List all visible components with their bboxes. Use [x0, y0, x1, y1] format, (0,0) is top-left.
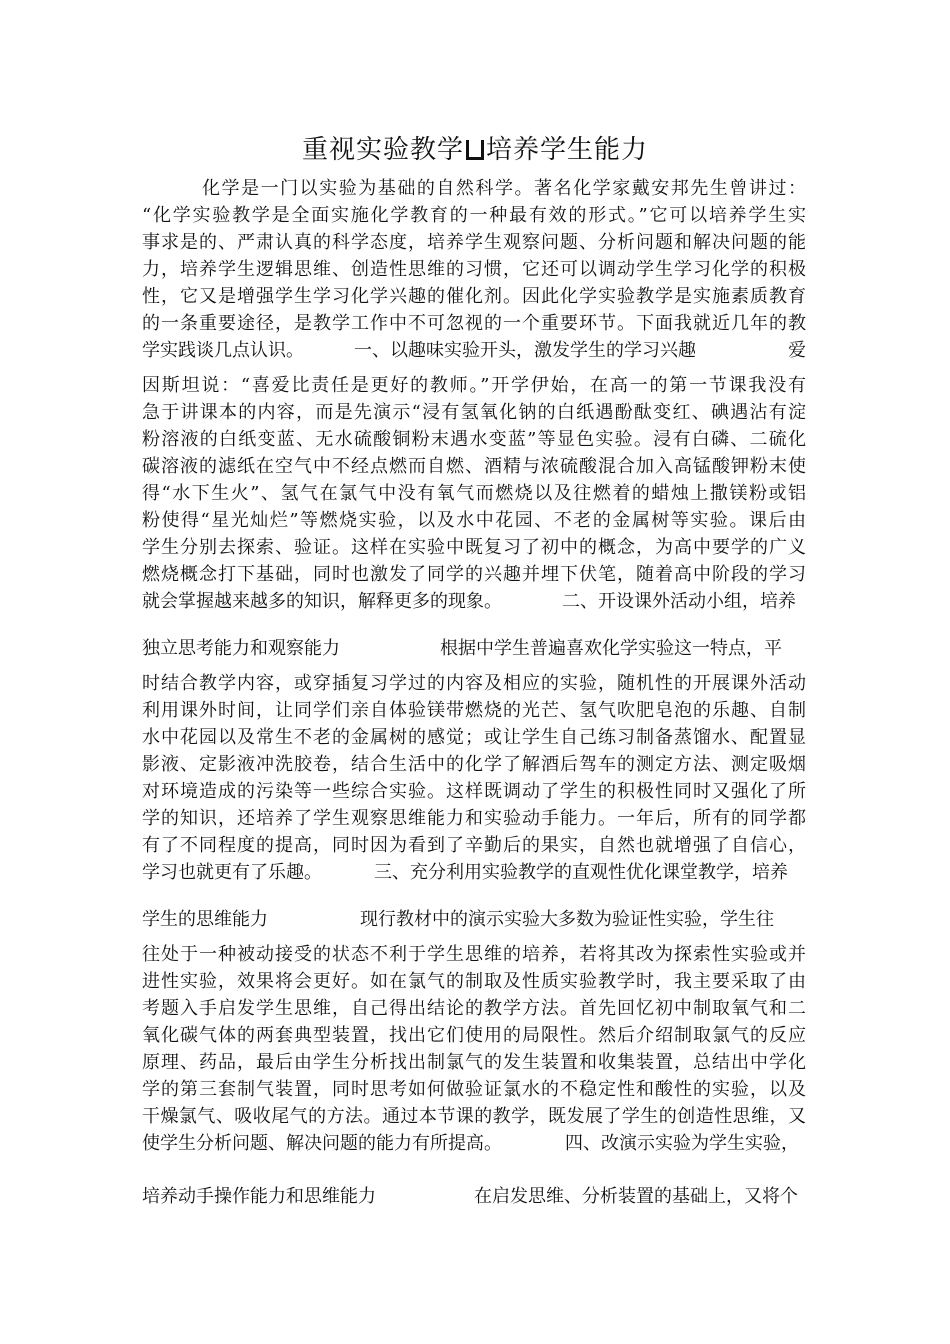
text-fragment: 学习也就更有了乐趣。: [142, 862, 322, 883]
document-title: [0, 133, 950, 167]
text-line: 事求是的、严肃认真的科学态度，培养学生观察问题、分析问题和解决问题的能: [142, 232, 806, 253]
text-line: 碳溶液的滤纸在空气中不经点燃而自燃、酒精与浓硫酸混合加入高锰酸钾粉末使: [142, 456, 806, 477]
paragraph-1: [142, 175, 806, 337]
text-line: 干燥氯气、吸收尾气的方法。通过本节课的教学，既发展了学生的创造性思维，又: [142, 1106, 806, 1127]
section-heading-row-6: [142, 1130, 806, 1157]
section-heading-row-4: [142, 859, 806, 886]
text-line: 化学是一门以实验为基础的自然科学。著名化学家戴安邦先生曾讲过：: [202, 178, 806, 199]
text-line: 考题入手启发学生思维，自己得出结论的教学方法。首先回忆初中制取氧气和二: [142, 998, 806, 1019]
section-heading-2-continued: 独立思考能力和观察能力: [142, 638, 340, 659]
paragraph-3: [142, 670, 806, 859]
text-line: 原理、药品，最后由学生分析找出制氯气的发生装置和收集装置，总结出中学化: [142, 1052, 806, 1073]
paragraph-4: [142, 941, 806, 1130]
section-heading-row-2: [142, 588, 806, 615]
text-line: 性，它又是增强学生学习化学兴趣的催化剂。因此化学实验教学是实施素质教育: [142, 286, 806, 307]
section-heading-row-3: [142, 635, 806, 662]
section-heading-2: 二、开设课外活动小组，培养: [562, 591, 796, 612]
section-heading-row-7: [142, 1183, 806, 1210]
text-line: 时结合教学内容，或穿插复习学过的内容及相应的实验，随机性的开展课外活动: [142, 673, 806, 694]
text-fragment: 就会掌握越来越多的知识，解释更多的现象。: [142, 591, 502, 612]
paragraph-2: [142, 372, 806, 588]
text-fragment: 爱: [788, 340, 806, 361]
title-separator-mark: [466, 140, 484, 160]
text-line: 影液、定影液冲洗胶卷，结合生活中的化学了解酒后驾车的测定方法、测定吸烟: [142, 754, 806, 775]
section-heading-4: 四、改演示实验为学生实验，: [565, 1133, 799, 1154]
text-line: 水中花园以及常生不老的金属树的感觉；或让学生自己练习制备蒸馏水、配置显: [142, 727, 806, 748]
text-line: 粉使得“星光灿烂”等燃烧实验，以及水中花园、不老的金属树等实验。课后由: [142, 510, 806, 531]
text-line: 有了不同程度的提高，同时因为看到了辛勤后的果实，自然也就增强了自信心，: [142, 835, 806, 856]
section-heading-row-5: [142, 906, 806, 933]
section-heading-3: 三、充分利用实验教学的直观性优化课堂教学，培养: [374, 862, 788, 883]
text-line: 粉溶液的白纸变蓝、无水硫酸铜粉末遇水变蓝”等显色实验。浸有白磷、二硫化: [142, 429, 806, 450]
text-line: 的一条重要途径，是教学工作中不可忽视的一个重要环节。下面我就近几年的教: [142, 313, 806, 334]
text-line: 燃烧概念打下基础，同时也激发了同学的兴趣并埋下伏笔，随着高中阶段的学习: [142, 564, 806, 585]
text-fragment: 使学生分析问题、解决问题的能力有所提高。: [142, 1133, 502, 1154]
text-line: 进性实验，效果将会更好。如在氯气的制取及性质实验教学时，我主要采取了由: [142, 971, 806, 992]
section-heading-1: 一、以趣味实验开头，激发学生的学习兴趣: [354, 340, 696, 361]
text-line: “化学实验教学是全面实施化学教育的一种最有效的形式。”它可以培养学生实: [142, 205, 806, 226]
text-fragment: 现行教材中的演示实验大多数为验证性实验，学生往: [360, 909, 774, 930]
text-line: 往处于一种被动接受的状态不利于学生思维的培养，若将其改为探索性实验或并: [142, 944, 806, 965]
text-line: 氧化碳气体的两套典型装置，找出它们使用的局限性。然后介绍制取氯气的反应: [142, 1025, 806, 1046]
text-line: 学生分别去探索、验证。这样在实验中既复习了初中的概念，为高中要学的广义: [142, 537, 806, 558]
text-line: 力，培养学生逻辑思维、创造性思维的习惯，它还可以调动学生学习化学的积极: [142, 259, 806, 280]
text-fragment: 根据中学生普遍喜欢化学实验这一特点，平: [440, 638, 782, 659]
title-part-2: 培养学生能力: [486, 135, 649, 165]
text-line: 学的知识，还培养了学生观察思维能力和实验动手能力。一年后，所有的同学都: [142, 808, 806, 829]
text-line: 因斯坦说：“喜爱比责任是更好的教师。”开学伊始，在高一的第一节课我没有: [142, 375, 806, 396]
text-fragment: 学实践谈几点认识。: [142, 340, 304, 361]
text-line: 急于讲课本的内容，而是先演示“浸有氢氧化钠的白纸遇酚酞变红、碘遇沾有淀: [142, 402, 806, 423]
section-heading-4-continued: 培养动手操作能力和思维能力: [142, 1186, 376, 1207]
text-line: 得“水下生火”、氢气在氯气中没有氧气而燃烧以及往燃着的蜡烛上撒镁粉或铝: [142, 483, 806, 504]
text-line: 对环境造成的污染等一些综合实验。这样既调动了学生的积极性同时又强化了所: [142, 781, 806, 802]
text-line: 学的第三套制气装置，同时思考如何做验证氯水的不稳定性和酸性的实验，以及: [142, 1079, 806, 1100]
text-line: 利用课外时间，让同学们亲自体验镁带燃烧的光芒、氢气吹肥皂泡的乐趣、自制: [142, 700, 806, 721]
section-heading-row-1: [142, 337, 806, 364]
title-part-1: 重视实验教学: [301, 135, 464, 165]
text-fragment: 在启发思维、分析装置的基础上，又将个: [474, 1186, 798, 1207]
section-heading-3-continued: 学生的思维能力: [142, 909, 268, 930]
